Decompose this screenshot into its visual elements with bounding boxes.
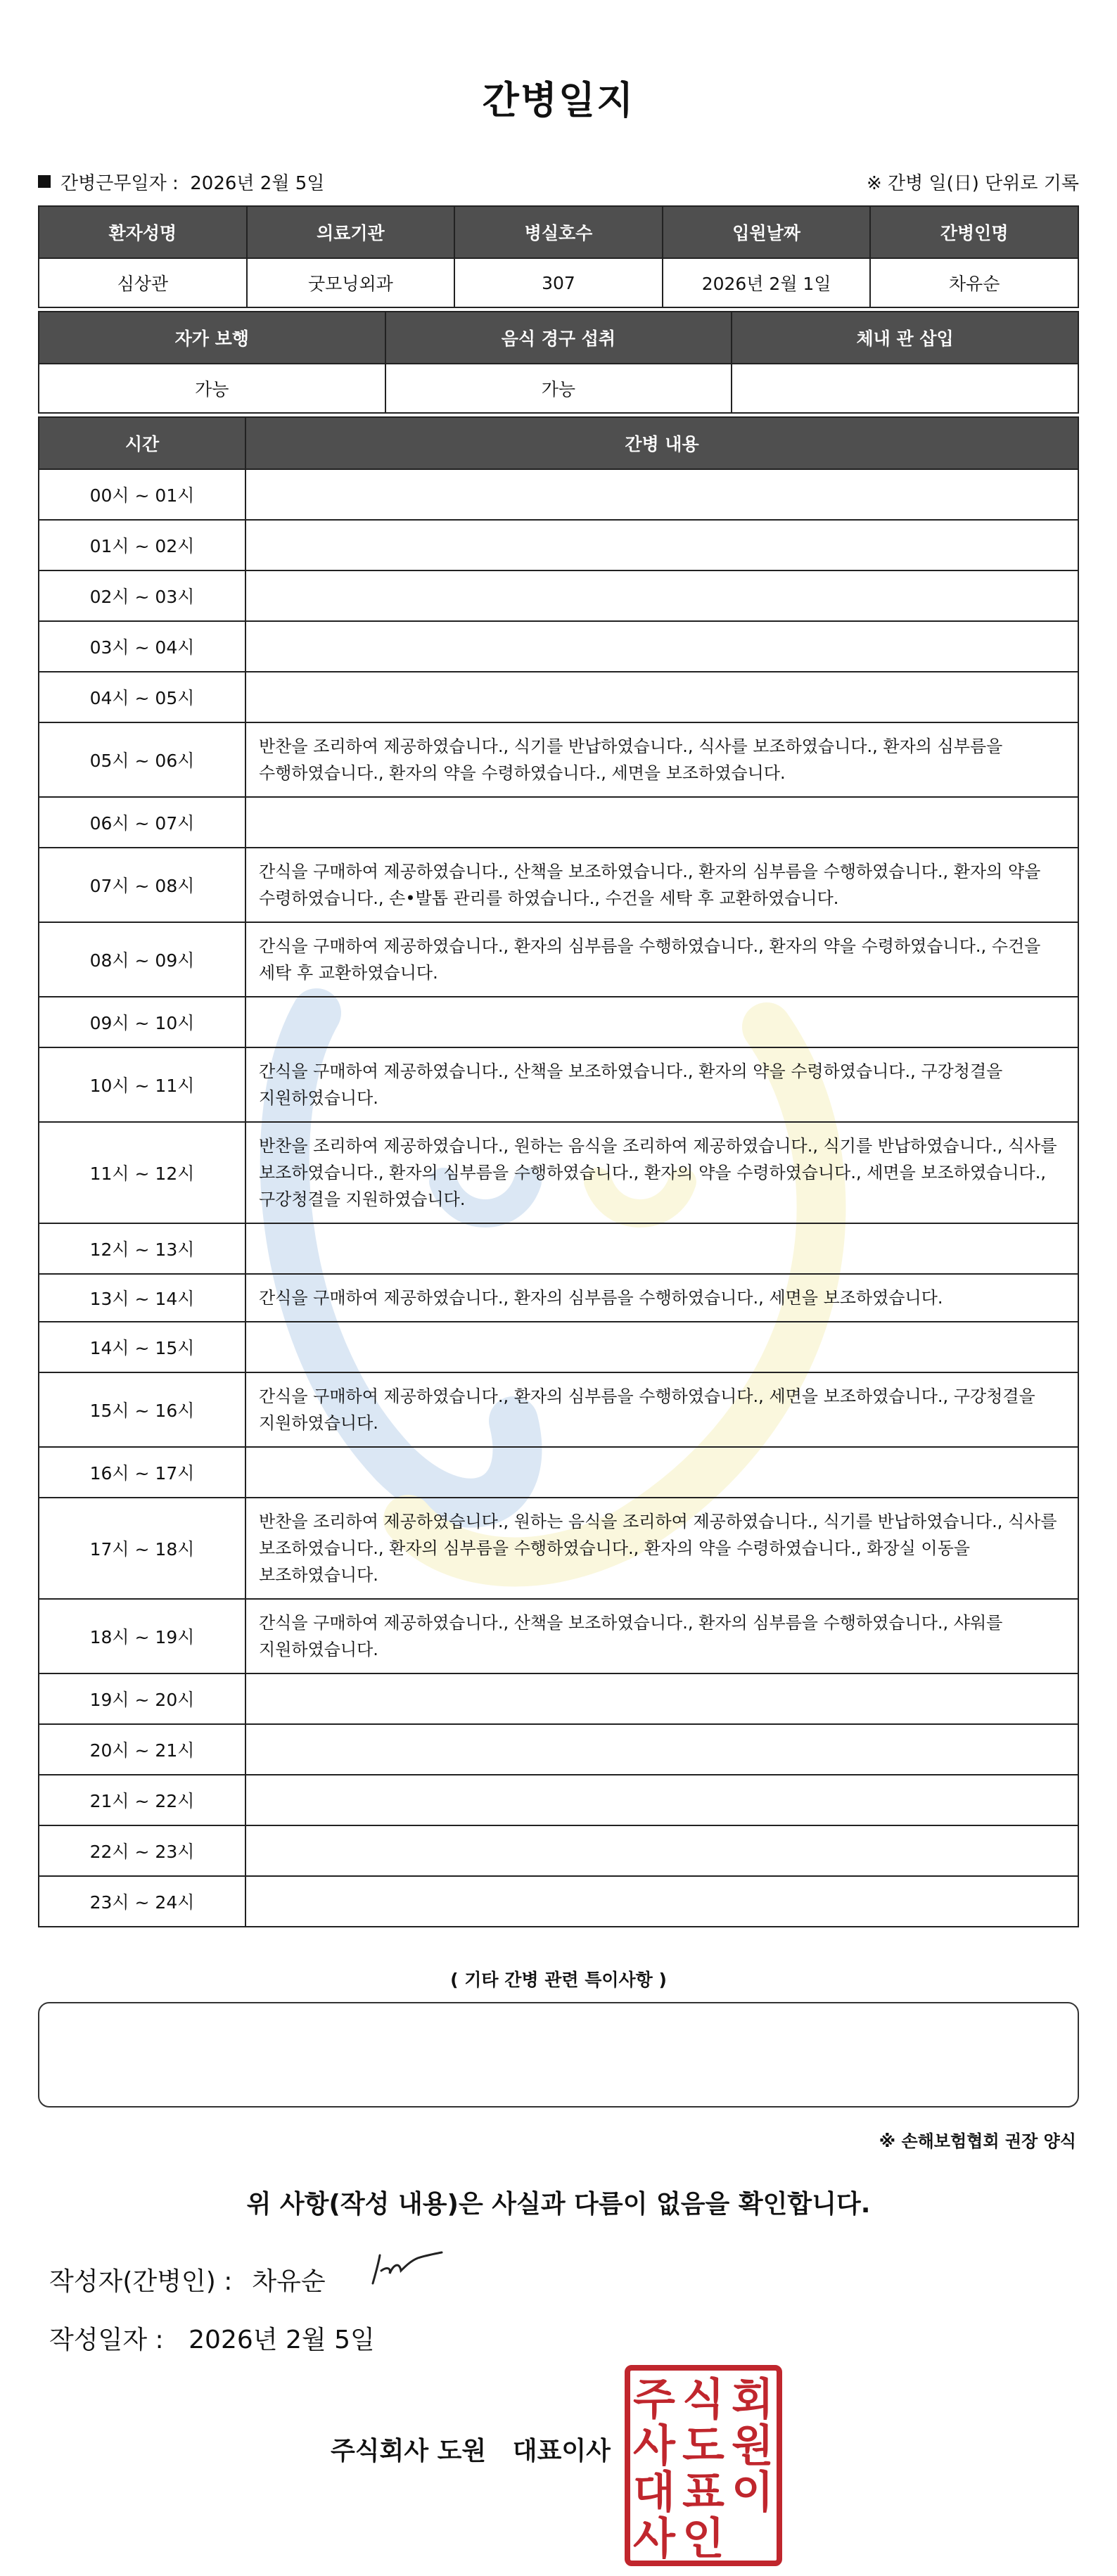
writer-name: 차유순	[252, 2267, 326, 2296]
meta-row	[38, 167, 1079, 196]
header-oral-intake: 음식 경구 섭취	[385, 312, 732, 364]
care-log-row	[39, 1223, 1078, 1274]
time-slot: 15시 ~ 16시	[39, 1372, 245, 1447]
care-content: 반찬을 조리하여 제공하였습니다., 식기를 반납하였습니다., 식사를 보조하였습니다., 환자의 심부름을 수행하였습니다., 환자의 약을 수령하였습니다., 세면을 보조하였습니다.	[245, 722, 1078, 797]
time-slot: 23시 ~ 24시	[39, 1876, 245, 1927]
care-log-row	[39, 722, 1078, 797]
care-log-row	[39, 1673, 1078, 1724]
seal-glyph: 회	[732, 2373, 774, 2425]
confirmation-statement: 위 사항(작성 내용)은 사실과 다름이 없음을 확인합니다.	[246, 2190, 871, 2219]
care-log-row	[39, 570, 1078, 621]
time-slot: 12시 ~ 13시	[39, 1223, 245, 1274]
patient-info-table	[38, 205, 1079, 308]
record-unit-note: ※ 간병 일(日) 단위로 기록	[866, 172, 1079, 194]
admission-date-value: 2026년 2월 1일	[663, 258, 871, 307]
work-date	[38, 169, 324, 195]
care-content	[245, 672, 1078, 722]
seal-glyph: 사	[633, 2513, 675, 2564]
care-log-row	[39, 797, 1078, 848]
time-slot: 20시 ~ 21시	[39, 1724, 245, 1775]
signature-icon	[366, 2243, 450, 2292]
care-content	[245, 1673, 1078, 1724]
care-log-row	[39, 1447, 1078, 1498]
care-content	[245, 797, 1078, 848]
notes-title: ( 기타 간병 관련 특이사항 )	[450, 1970, 667, 1990]
time-slot: 17시 ~ 18시	[39, 1498, 245, 1599]
care-content	[245, 570, 1078, 621]
tube-insertion-value	[732, 364, 1078, 413]
care-content	[245, 1223, 1078, 1274]
time-slot: 04시 ~ 05시	[39, 672, 245, 722]
writer-label: 작성자(간병인) :	[49, 2267, 233, 2296]
header-hospital: 의료기관	[247, 206, 455, 258]
care-log-row	[39, 997, 1078, 1047]
care-log-row	[39, 1047, 1078, 1122]
care-log-header-row	[39, 417, 1078, 469]
care-content	[245, 1447, 1078, 1498]
care-log-row	[39, 520, 1078, 570]
patient-name-value: 심상관	[39, 258, 247, 307]
care-content: 간식을 구매하여 제공하였습니다., 산책을 보조하였습니다., 환자의 약을 수령하였습니다., 구강청결을 지원하였습니다.	[245, 1047, 1078, 1122]
care-content: 간식을 구매하여 제공하였습니다., 환자의 심부름을 수행하였습니다., 세면을 보조하였습니다., 구강청결을 지원하였습니다.	[245, 1372, 1078, 1447]
header-patient-name: 환자성명	[39, 206, 247, 258]
company-name: 주식회사 도원 대표이사	[331, 2437, 611, 2466]
care-content: 간식을 구매하여 제공하였습니다., 환자의 심부름을 수행하였습니다., 환자의 약을 수령하였습니다., 수건을 세탁 후 교환하였습니다.	[245, 922, 1078, 997]
time-slot: 19시 ~ 20시	[39, 1673, 245, 1724]
time-slot: 14시 ~ 15시	[39, 1322, 245, 1372]
time-slot: 09시 ~ 10시	[39, 997, 245, 1047]
care-log-table	[38, 416, 1079, 1927]
header-time: 시간	[39, 417, 245, 469]
care-log-row	[39, 1599, 1078, 1673]
room-number-value: 307	[454, 258, 663, 307]
care-content: 반찬을 조리하여 제공하였습니다., 원하는 음식을 조리하여 제공하였습니다., 식기를 반납하였습니다., 식사를 보조하였습니다., 환자의 심부름을 수행하였습니다., 환자의 약을 수령하였습니다., 세면을 보조하였습니다., 구강청결을 지원하였습니다.	[245, 1122, 1078, 1223]
time-slot: 10시 ~ 11시	[39, 1047, 245, 1122]
care-content	[245, 1876, 1078, 1927]
care-log-row	[39, 621, 1078, 672]
care-log-row	[39, 1322, 1078, 1372]
care-log-row	[39, 1724, 1078, 1775]
condition-value-row	[39, 364, 1078, 413]
date-value: 2026년 2월 5일	[189, 2326, 375, 2354]
care-log-row	[39, 1498, 1078, 1599]
care-log-row	[39, 922, 1078, 997]
time-slot: 02시 ~ 03시	[39, 570, 245, 621]
care-content	[245, 621, 1078, 672]
form-source-note: ※ 손해보험협회 권장 양식	[879, 2131, 1076, 2151]
care-content	[245, 1322, 1078, 1372]
header-self-walking: 자가 보행	[39, 312, 385, 364]
care-log-row	[39, 1122, 1078, 1223]
care-log-row	[39, 469, 1078, 520]
company-seal-icon	[623, 2364, 784, 2568]
header-caregiver-name: 간병인명	[870, 206, 1078, 258]
time-slot: 21시 ~ 22시	[39, 1775, 245, 1825]
condition-header-row	[39, 312, 1078, 364]
care-content	[245, 520, 1078, 570]
patient-condition-table	[38, 311, 1079, 414]
patient-info-value-row	[39, 258, 1078, 307]
care-content: 간식을 구매하여 제공하였습니다., 환자의 심부름을 수행하였습니다., 세면을 보조하였습니다.	[245, 1274, 1078, 1322]
time-slot: 00시 ~ 01시	[39, 469, 245, 520]
seal-glyph: 대	[633, 2466, 675, 2518]
header-admission-date: 입원날짜	[663, 206, 871, 258]
self-walking-value: 가능	[39, 364, 385, 413]
care-log-row	[39, 1372, 1078, 1447]
square-bullet-icon	[38, 175, 51, 188]
time-slot: 16시 ~ 17시	[39, 1447, 245, 1498]
time-slot: 05시 ~ 06시	[39, 722, 245, 797]
date-label: 작성일자 :	[49, 2326, 164, 2354]
care-content	[245, 1724, 1078, 1775]
header-care-content: 간병 내용	[245, 417, 1078, 469]
time-slot: 22시 ~ 23시	[39, 1825, 245, 1876]
header-tube-insertion: 체내 관 삽입	[732, 312, 1078, 364]
time-slot: 07시 ~ 08시	[39, 848, 245, 922]
care-content	[245, 469, 1078, 520]
time-slot: 01시 ~ 02시	[39, 520, 245, 570]
care-log-row	[39, 1274, 1078, 1322]
seal-glyph: 인	[682, 2513, 725, 2564]
care-content	[245, 997, 1078, 1047]
care-content	[245, 1775, 1078, 1825]
care-content	[245, 1825, 1078, 1876]
care-log-row	[39, 1876, 1078, 1927]
care-log-row	[39, 672, 1078, 722]
care-content: 간식을 구매하여 제공하였습니다., 산책을 보조하였습니다., 환자의 심부름을 수행하였습니다., 샤워를 지원하였습니다.	[245, 1599, 1078, 1673]
writer-line	[49, 2262, 326, 2297]
hospital-value: 굿모닝외과	[247, 258, 455, 307]
patient-info-header-row	[39, 206, 1078, 258]
seal-glyph: 원	[732, 2420, 774, 2471]
seal-glyph: 도	[682, 2420, 725, 2471]
care-log-body	[39, 469, 1078, 1927]
header-room-number: 병실호수	[454, 206, 663, 258]
care-content: 간식을 구매하여 제공하였습니다., 산책을 보조하였습니다., 환자의 심부름을 수행하였습니다., 환자의 약을 수령하였습니다., 손•발톱 관리를 하였습니다., 수건을 세탁 후 교환하였습니다.	[245, 848, 1078, 922]
care-log-row	[39, 1775, 1078, 1825]
care-log-row	[39, 848, 1078, 922]
seal-glyph: 이	[732, 2466, 774, 2518]
time-slot: 13시 ~ 14시	[39, 1274, 245, 1322]
seal-glyph: 주	[633, 2373, 675, 2425]
care-content: 반찬을 조리하여 제공하였습니다., 원하는 음식을 조리하여 제공하였습니다., 식기를 반납하였습니다., 식사를 보조하였습니다., 환자의 심부름을 수행하였습니다., 환자의 약을 수령하였습니다., 화장실 이동을 보조하였습니다.	[245, 1498, 1078, 1599]
seal-glyph: 사	[633, 2420, 675, 2471]
time-slot: 18시 ~ 19시	[39, 1599, 245, 1673]
work-date-label: 간병근무일자 : 2026년 2월 5일	[60, 172, 325, 194]
time-slot: 06시 ~ 07시	[39, 797, 245, 848]
date-line	[49, 2320, 375, 2356]
seal-glyph: 식	[682, 2373, 725, 2425]
caregiver-name-value: 차유순	[870, 258, 1078, 307]
time-slot: 08시 ~ 09시	[39, 922, 245, 997]
page-title: 간병일지	[482, 78, 635, 122]
notes-box	[38, 2002, 1079, 2108]
oral-intake-value: 가능	[385, 364, 732, 413]
time-slot: 11시 ~ 12시	[39, 1122, 245, 1223]
care-log-row	[39, 1825, 1078, 1876]
seal-glyph: 표	[682, 2466, 725, 2518]
time-slot: 03시 ~ 04시	[39, 621, 245, 672]
